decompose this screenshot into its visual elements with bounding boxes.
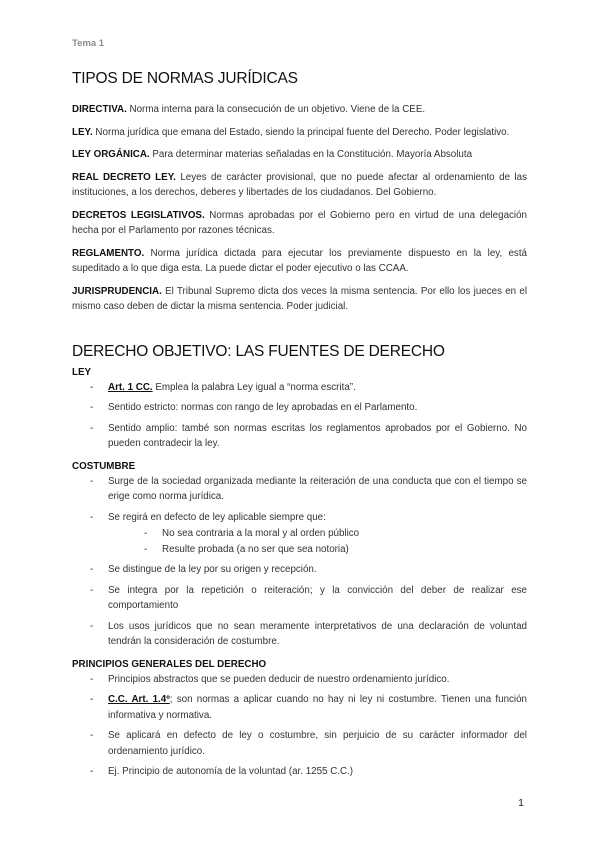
term: JURISPRUDENCIA — [72, 285, 160, 297]
section-title-tipos: TIPOS DE NORMAS JURÍDICAS — [72, 70, 298, 87]
term: REAL DECRETO LEY — [72, 171, 174, 183]
list-item: - Sentido amplio: també son normas escritas los reglamentos aprobados por el Gobierno. No pueden contradecir la ley. — [72, 421, 527, 452]
list-item: - Se aplicará en defecto de ley o costumbre, sin perjuicio de su carácter informador del ordenamiento jurídico. — [72, 728, 527, 759]
list-item: - Art. 1 CC. Emplea la palabra Ley igual a “norma escrita”. — [72, 380, 527, 396]
principios-list — [72, 672, 527, 780]
sub-list-item: - Resulte probada (a no ser que sea notoria) — [126, 542, 527, 558]
list-item: - Se regirá en defecto de ley aplicable siempre que: - No sea contraria a la moral y al orden público - Resulte probada (a no ser que sea notoria) — [72, 510, 527, 558]
definition-reglamento: REGLAMENTO. Norma jurídica dictada para ejecutar los previamente dispuesto en la ley, está supeditado a lo que diga esta. La puede dictar el poder ejecutivo o las CCAA. — [72, 247, 527, 274]
term: REGLAMENTO. — [72, 247, 145, 259]
list-item: - Ej. Principio de autonomía de la voluntad (ar. 1255 C.C.) — [72, 764, 527, 780]
definition-jurisprudencia: JURISPRUDENCIA. El Tribunal Supremo dicta dos veces la misma sentencia. Por ello los jueces en el mismo caso deben de dictar la misma sentencia. Poder judicial. — [72, 285, 527, 312]
subsection-ley-heading: LEY — [72, 366, 92, 378]
term: LEY ORGÁNICA. — [72, 149, 150, 160]
list-item: - C.C. Art. 1.4º; son normas a aplicar cuando no hay ni ley ni costumbre. Tienen una función informativa y normativa. — [72, 692, 527, 723]
section-title-derecho-objetivo: DERECHO OBJETIVO: LAS FUENTES DE DERECHO — [72, 342, 445, 360]
costumbre-list — [72, 474, 527, 650]
list-item: - Sentido estricto: normas con rango de ley aprobadas en el Parlamento. — [72, 400, 527, 416]
sub-list-item: - No sea contraria a la moral y al orden público — [126, 526, 527, 542]
subsection-principios-heading: PRINCIPIOS GENERALES DEL DERECHO — [72, 658, 267, 670]
term: LEY — [72, 126, 90, 138]
list-item: - Se integra por la repetición o reiteración; y la convicción del deber de realizar ese comportamiento — [72, 583, 527, 614]
list-item: - Los usos jurídicos que no sean meramente interpretativos de una declaración de voluntad tendrán la consideración de costumbre. — [72, 619, 527, 650]
definition-decretos-legislativos: DECRETOS LEGISLATIVOS. Normas aprobadas por el Gobierno pero en virtud de una delegación hecha por el Parlamento por razones técnicas. — [72, 209, 528, 236]
ley-list — [72, 380, 527, 452]
term: DIRECTIVA — [72, 104, 125, 115]
definition-directiva: DIRECTIVA. Norma interna para la consecución de un objetivo. Viene de la CEE. — [72, 104, 426, 115]
list-item: - Principios abstractos que se pueden deducir de nuestro ordenamiento jurídico. — [72, 672, 527, 688]
page-header: Tema 1 — [72, 38, 105, 49]
page-number: 1 — [518, 797, 524, 809]
list-item: - Se distingue de la ley por su origen y recepción. — [72, 562, 527, 578]
subsection-costumbre-heading: COSTUMBRE — [72, 460, 136, 472]
definition-ley: LEY. Norma jurídica que emana del Estado, siendo la principal fuente del Derecho. Poder legislativo. — [72, 126, 510, 138]
article-reference: Art. 1 CC. — [108, 381, 153, 393]
list-item: - Surge de la sociedad organizada mediante la reiteración de una conducta que con el tiempo se erige como norma jurídica. — [72, 474, 527, 505]
document-body — [72, 70, 527, 785]
costumbre-sublist — [108, 526, 527, 557]
definition-real-decreto-ley: REAL DECRETO LEY. Leyes de carácter provisional, que no puede afectar al ordenamiento de las instituciones, a los derechos, deberes y libertades de los ciudadanos. Del Gobierno. — [72, 171, 527, 198]
term: DECRETOS LEGISLATIVOS — [72, 209, 202, 221]
article-reference: C.C. Art. 1.4º — [108, 694, 170, 705]
definition-ley-organica: LEY ORGÁNICA. Para determinar materias señaladas en la Constitución. Mayoría Absoluta — [72, 149, 473, 160]
